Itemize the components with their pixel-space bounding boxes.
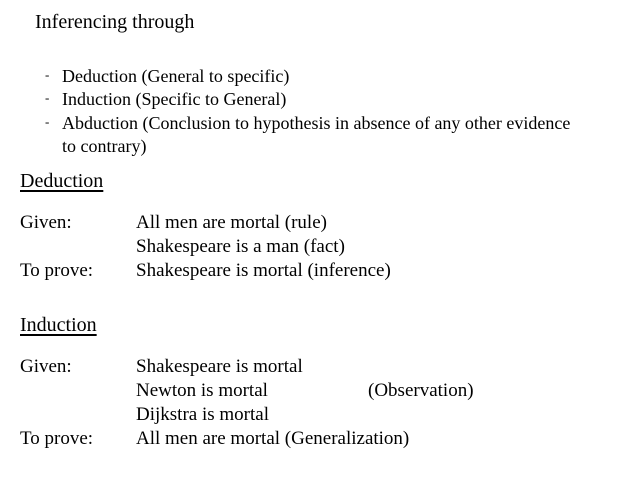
- induction-prove-text: All men are mortal (Generalization): [136, 428, 410, 449]
- slide-title: Inferencing through: [35, 11, 195, 33]
- bullet-marker-1: -: [45, 67, 50, 82]
- induction-given-line-1: Shakespeare is mortal: [136, 356, 303, 377]
- bullet-marker-2: -: [45, 90, 50, 105]
- bullet-marker-3: -: [45, 114, 50, 129]
- deduction-prove-label: To prove:: [20, 260, 94, 281]
- deduction-title: Deduction: [20, 170, 104, 192]
- induction-given-line-2: Newton is mortal: [136, 380, 268, 401]
- bullet-deduction: Deduction (General to specific): [62, 66, 290, 86]
- induction-observation-note: (Observation): [368, 380, 474, 401]
- deduction-given-label: Given:: [20, 212, 72, 233]
- bullet-induction: Induction (Specific to General): [62, 89, 287, 109]
- deduction-prove-text: Shakespeare is mortal (inference): [136, 260, 391, 281]
- induction-given-label: Given:: [20, 356, 72, 377]
- deduction-given-line-1: All men are mortal (rule): [136, 212, 327, 233]
- bullet-abduction: Abduction (Conclusion to hypothesis in absence of any other evidence: [62, 113, 571, 133]
- bullet-abduction-continuation: to contrary): [62, 136, 147, 156]
- deduction-given-line-2: Shakespeare is a man (fact): [136, 236, 345, 257]
- induction-title: Induction: [20, 314, 97, 336]
- induction-given-line-3: Dijkstra is mortal: [136, 404, 269, 425]
- induction-prove-label: To prove:: [20, 428, 94, 449]
